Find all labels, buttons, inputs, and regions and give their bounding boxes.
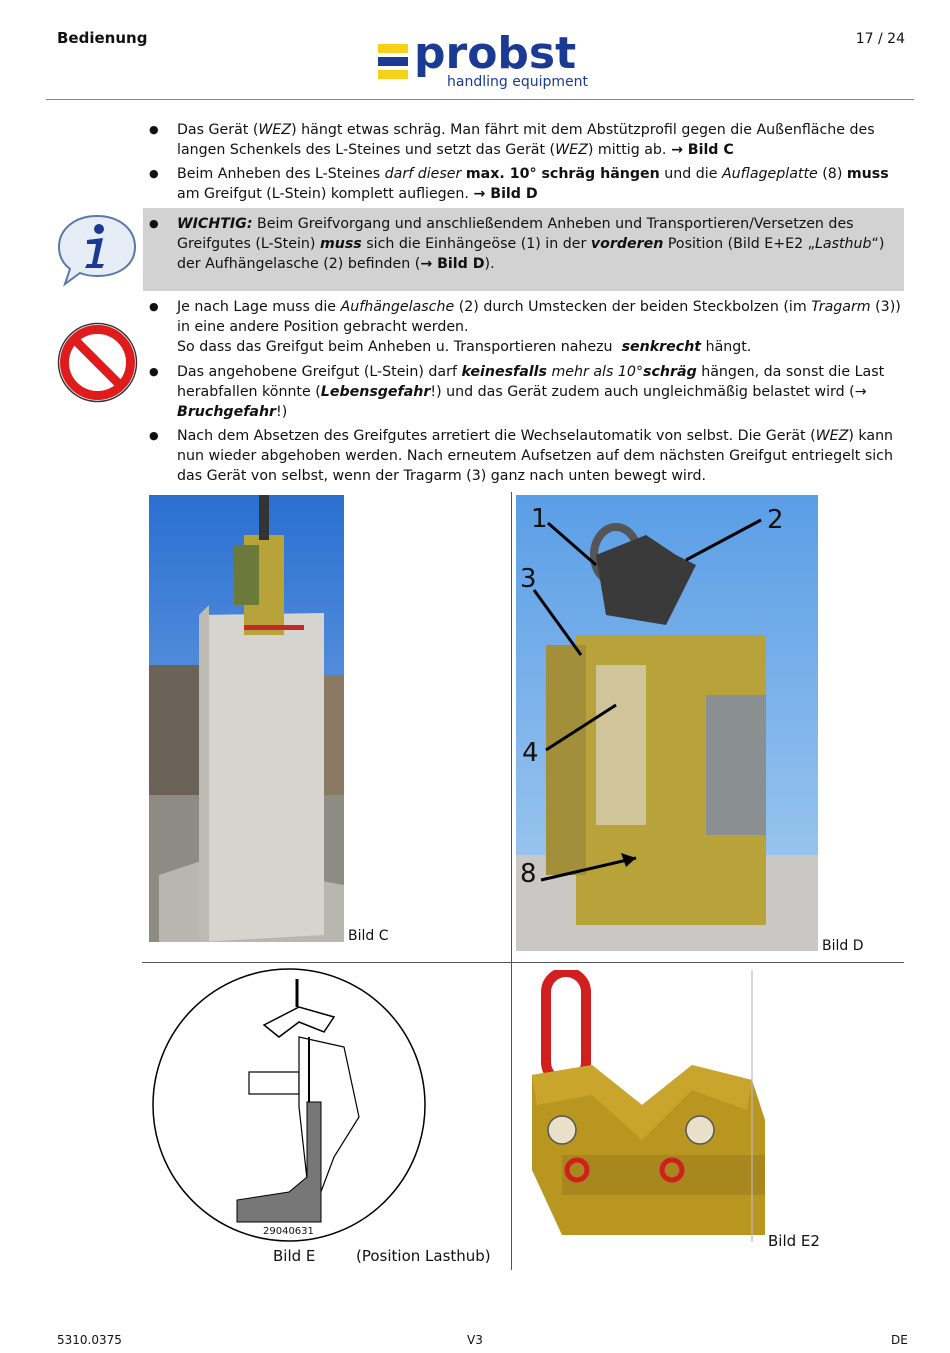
photo-bild-d	[516, 495, 818, 951]
logo-bars-icon	[378, 44, 408, 83]
info-icon	[55, 212, 139, 288]
bullet-item: ● Nach dem Absetzen des Greifgutes arretiert die Wechselautomatik von selbst. Die Gerät (WEZ) kann nun wieder abgehoben werden. Nach erneutem Aufsetzen auf dem nächsten Greifgut entriegelt sich das Gerät von selbst, wenn der Tragarm (3) ganz nach unten bewegt wird.	[177, 426, 907, 486]
bullet-item: ● Das Gerät (WEZ) hängt etwas schräg. Man fährt mit dem Abstützprofil gegen die Außenfläche des langen Schenkels des L-Steines und setzt das Gerät (WEZ) mittig ab. → Bild C	[177, 120, 907, 160]
figure-grid-vertical	[511, 492, 512, 1270]
logo-subtitle: handling equipment	[447, 74, 588, 90]
figure-grid-horizontal	[142, 962, 904, 963]
label-4: 4	[522, 738, 539, 768]
bullet-item: ● Das angehobene Greifgut (L-Stein) darf keinesfalls mehr als 10°schräg hängen, da sonst die Last herabfallen könnte (Lebensgefahr!) und das Gerät zudem auch ungleichmäßig belastet wird (→ Bruchgefahr!)	[177, 362, 907, 422]
label-1: 1	[531, 504, 548, 534]
drawing-bild-e	[149, 967, 429, 1244]
prohibited-icon	[55, 320, 140, 405]
header-divider	[46, 99, 914, 100]
caption-bild-e: Bild E	[273, 1247, 316, 1265]
label-8: 8	[520, 859, 537, 889]
caption-bild-e2: Bild E2	[768, 1232, 820, 1250]
photo-bild-c	[149, 495, 344, 942]
footer-language: DE	[891, 1333, 908, 1347]
bullet-item: ● Beim Anheben des L-Steines darf dieser max. 10° schräg hängen und die Auflageplatte (8) muss am Greifgut (L-Stein) komplett aufliegen. → Bild D	[177, 164, 907, 204]
probst-logo	[378, 28, 598, 96]
footer-doc-number: 5310.0375	[57, 1333, 122, 1347]
page-number: 17 / 24	[855, 31, 905, 47]
logo-wordmark: probst	[414, 28, 577, 79]
section-title: Bedienung	[57, 29, 148, 47]
bullet-item: ● Je nach Lage muss die Aufhängelasche (2) durch Umstecken der beiden Steckbolzen (im Tragarm (3)) in eine andere Position gebracht werden. So dass das Greifgut beim Anheben u. Transportieren nahezu senkrecht hängt.	[177, 297, 907, 357]
caption-bild-c: Bild C	[348, 928, 389, 944]
caption-bild-d: Bild D	[822, 938, 864, 954]
bullet-item-important: ● WICHTIG: Beim Greifvorgang und anschließendem Anheben und Transportieren/Versetzen des Greifgutes (L-Stein) muss sich die Einhängeöse (1) in der vorderen Position (Bild E+E2 „Lasthub“) der Aufhängelasche (2) befinden (→ Bild D).	[177, 214, 907, 274]
label-2: 2	[767, 505, 784, 535]
render-bild-e2	[522, 970, 765, 1242]
caption-position-lasthub: (Position Lasthub)	[356, 1247, 491, 1265]
footer-version: V3	[467, 1333, 483, 1347]
label-3: 3	[520, 564, 537, 594]
drawing-number: 29040631	[263, 1226, 314, 1237]
